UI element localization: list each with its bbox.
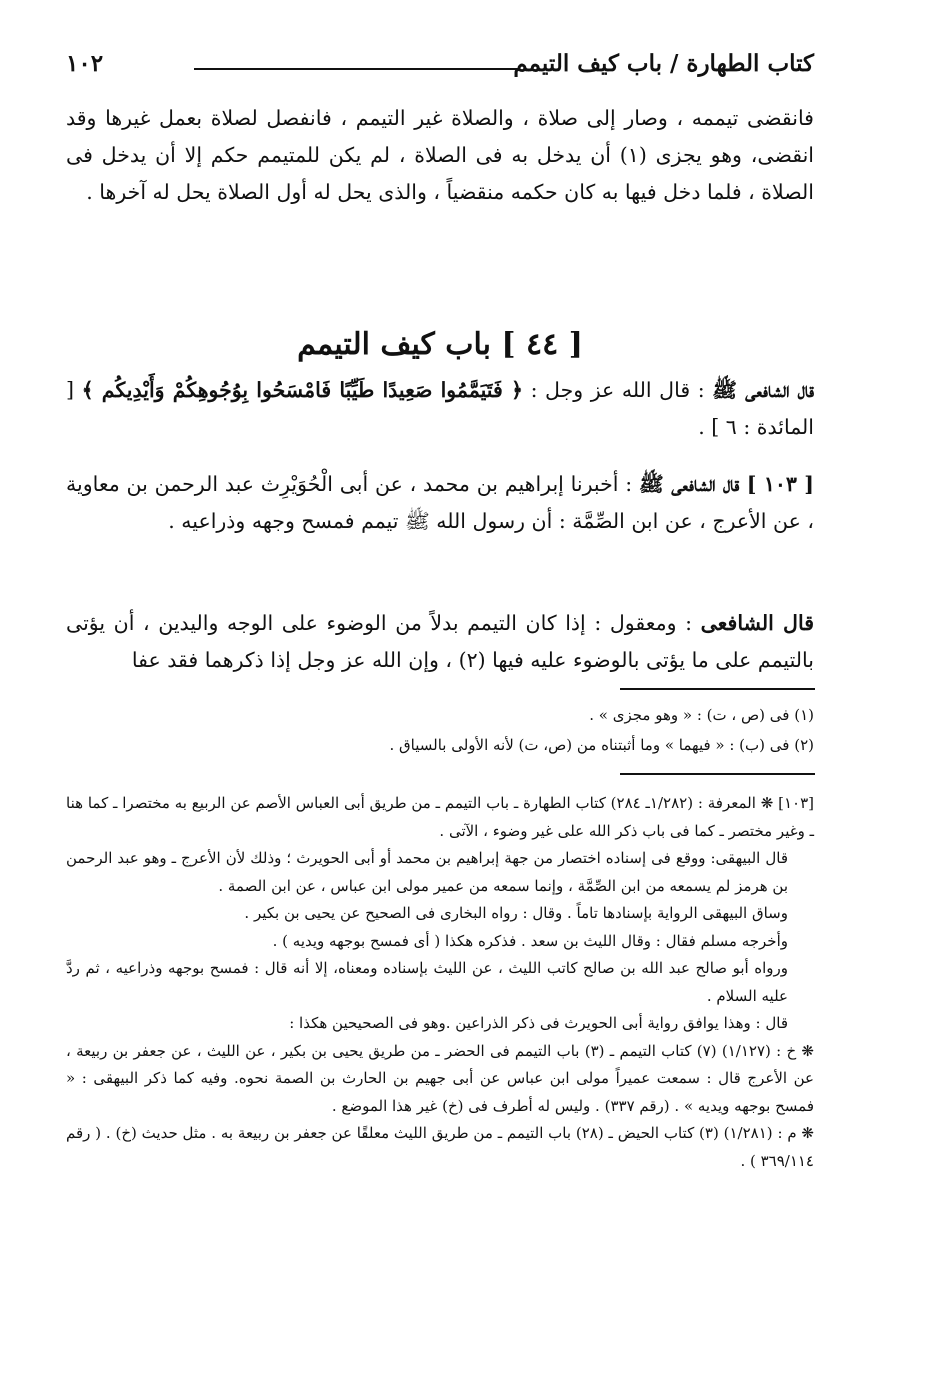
paragraph-continuation: فانقضى تيممه ، وصار إلى صلاة ، والصلاة غير التيمم ، فانفصل لصلاة بعمل غيرها وقد انقضى، وهو يجزى (١) أن يدخل به فى الصلاة ، لم يكن للمتيمم حكم إلا أن يدخل فى الصلاة ، فلما دخل فيها به كان حكمه منقضياً ، والذى يحل له أول الصلاة يحل له آخرها . [66, 106, 814, 204]
commentary-paragraph: [١٠٣] ❋ المعرفة : (١/٢٨٢ـ ٢٨٤) كتاب الطهارة ـ باب التيمم ـ من طريق أبى العباس الأصم عن الربيع به مختصرا ـ كما هنا ـ وغير مختصر ـ كما فى باب ذكر الله على غير وضوء ، الآتى . [66, 794, 814, 840]
commentary-paragraph: ورواه أبو صالح عبد الله بن صالح كاتب الليث ، عن الليث بإسناده ومعناه، إلا أنه قال : فمسح بوجهه وذراعيه ، ثم ردَّ عليه السلام . [66, 959, 788, 1005]
page-header [66, 44, 814, 84]
paragraph-text: : أخبرنا إبراهيم بن محمد ، عن أبى الْحُوَيْرِث عبد الرحمن بن معاوية ، عن الأعرج ، عن ابن الصِّمَّة : أن رسول الله ﷺ تيمم فمسح وجهه وذراعيه . [66, 472, 814, 533]
hadith-number-label: [ ١٠٣ ] قال الشافعى ﷺ [639, 472, 815, 496]
quran-verse: ﴿ فَتَيَمَّمُوا صَعِيدًا طَيِّبًا فَامْسَحُوا بِوُجُوهِكُمْ وَأَيْدِيكُم ﴾ [81, 378, 523, 402]
commentary-rule [620, 773, 815, 775]
footnote-item: (٢) فى (ب) : « فيهما » وما أثبتناه من (ص، ت) لأنه الأولى بالسياق . [389, 736, 814, 754]
paragraph-shafii-reasoning [66, 605, 814, 679]
speaker-label: قال الشافعى [700, 611, 814, 635]
footnote-rule [620, 688, 815, 690]
commentary-paragraph: ❋ م : (١/٢٨١) (٣) كتاب الحيض ـ (٢٨) باب التيمم ـ من طريق الليث معلقًا عن جعفر بن ربيعة به . مثل حديث (خ) . ( رقم ٣٦٩/١١٤ ) . [66, 1124, 814, 1170]
commentary-paragraph: ❋ خ : (١/١٢٧) (٧) كتاب التيمم ـ (٣) باب التيمم فى الحضر ـ من طريق يحيى بن بكير ، عن الليث ، عن جعفر بن ربيعة ، عن الأعرج قال : سمعت عميراً مولى ابن عباس عن أبى جهيم بن الحارث بن الصمة نحوه. وفيه كما ذكر البيهقى : « فمسح بوجهه ويديه » . (رقم ٣٣٧) . وليس له أطرف فى (خ) غير هذا الموضع . [66, 1041, 814, 1115]
commentary-paragraph: قال البيهقى: ووقع فى إسناده اختصار من جهة إبراهيم بن محمد أو أبى الحويرث ؛ وذلك لأن الأعرج ـ وهو عبد الرحمن بن هرمز لم يسمعه من ابن الصِّمَّة ، وإنما سمعه من عمير مولى ابن عباس ، عن ابن الصمة . [66, 849, 788, 895]
commentary-paragraph: وساق البيهقى الرواية بإسنادها تاماً . وقال : رواه البخارى فى الصحيح عن يحيى بن بكير . [244, 904, 788, 922]
paragraph-text: : ومعقول : إذا كان التيمم بدلاً من الوضوء على الوجه واليدين ، أن يؤتى بالتيمم على ما يؤتى بالوضوء عليه فيها (٢) ، وإن الله عز وجل إذا ذكرهما فقد عفا [66, 611, 814, 672]
commentary-paragraph: وأخرجه مسلم فقال : وقال الليث بن سعد . فذكره هكذا ( أى فمسح بوجهه ويديه ) . [272, 931, 788, 950]
paragraph-text: : قال الله عز وجل : [522, 378, 713, 402]
verse-reference: [ المائدة : ٦ ] . [66, 378, 814, 439]
paragraph-shafii-verse [66, 372, 814, 446]
footnotes [300, 700, 814, 760]
commentary-paragraph: قال : وهذا يوافق رواية أبى الحويرث فى ذكر الذراعين .وهو فى الصحيحين هكذا : [289, 1014, 788, 1032]
commentary [66, 790, 814, 1175]
footnote-item: (١) فى (ص ، ت) : « وهو مجزى » . [589, 706, 814, 724]
header-rule [194, 68, 519, 70]
running-title: كتاب الطهارة / باب كيف التيمم [513, 50, 814, 77]
page-number: ١٠٢ [66, 50, 104, 77]
chapter-heading: [ ٤٤ ] باب كيف التيمم [297, 327, 583, 362]
paragraph-hadith-103 [66, 466, 814, 540]
speaker-label: قال الشافعى ﷺ [712, 378, 815, 402]
